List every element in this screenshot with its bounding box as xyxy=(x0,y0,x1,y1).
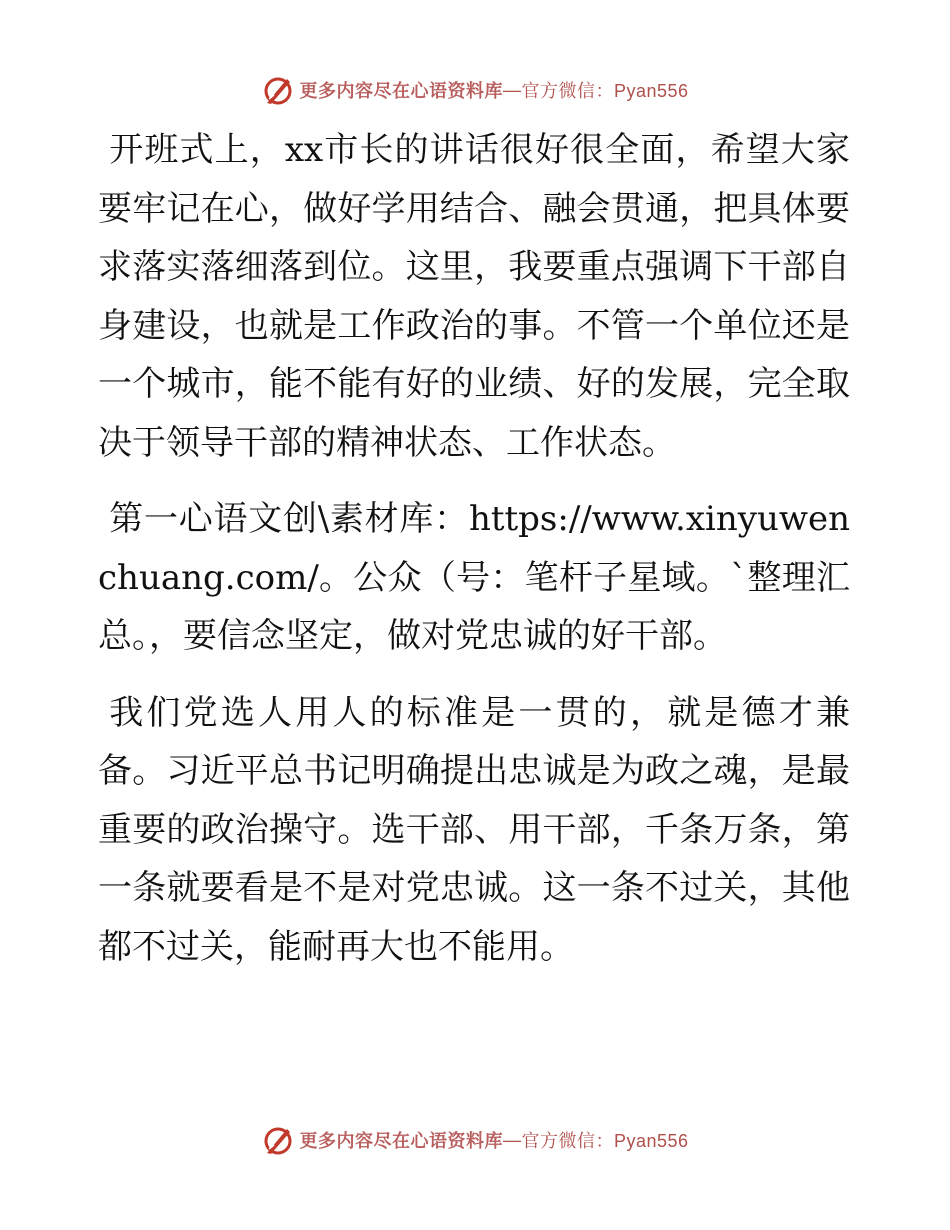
paragraph-1: 开班式上，xx市长的讲话很好很全面，希望大家要牢记在心，做好学用结合、融会贯通，把具体要求落实落细落到位。这里，我要重点强调下干部自身建设，也就是工作政治的事。不管一个单位还是一个城市，能不能有好的业绩、好的发展，完全取决于领导干部的精神状态、工作状态。 xyxy=(98,130,850,463)
banner-sub-text: 官方微信：Pyan556 xyxy=(521,1131,689,1151)
banner-main-text: 更多内容尽在心语资料库 xyxy=(299,1131,503,1152)
quill-logo-icon xyxy=(261,1123,295,1157)
banner-main-text: 更多内容尽在心语资料库 xyxy=(299,81,503,102)
banner-dash: — xyxy=(502,1129,522,1150)
header-watermark xyxy=(0,70,950,110)
banner-sub-text: 官方微信：Pyan556 xyxy=(521,81,689,101)
quill-logo-icon xyxy=(261,73,295,107)
banner-dash: — xyxy=(502,79,522,100)
document-body xyxy=(98,121,850,976)
paragraph-2: 第一心语文创\素材库：https://www.xinyuwenchuang.com/。公众（号：笔杆子星域。`整理汇总。，要信念坚定，做对党忠诚的好干部。 xyxy=(98,499,850,656)
footer-watermark xyxy=(0,1120,950,1160)
paragraph-3: 我们党选人用人的标准是一贯的，就是德才兼备。习近平总书记明确提出忠诚是为政之魂，是最重要的政治操守。选干部、用干部，千条万条，第一条就要看是不是对党忠诚。这一条不过关，其他都不过关，能耐再大也不能用。 xyxy=(98,692,850,967)
